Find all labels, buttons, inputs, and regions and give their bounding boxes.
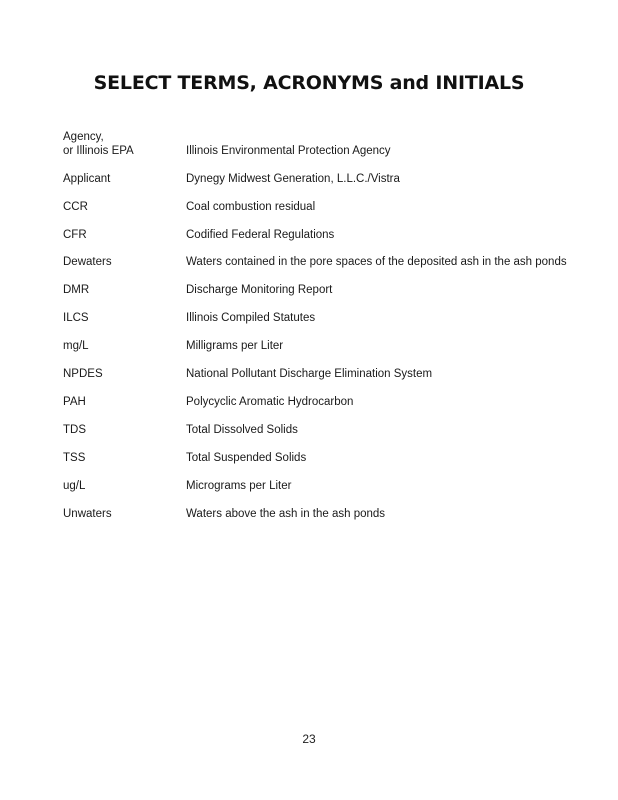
glossary-entry <box>63 130 583 158</box>
glossary-term: mg/L <box>63 340 89 352</box>
glossary-entry <box>63 172 583 186</box>
glossary-definition: Dynegy Midwest Generation, L.L.C./Vistra <box>186 173 400 185</box>
glossary-entry <box>63 423 583 437</box>
glossary-definition: Waters above the ash in the ash ponds <box>186 508 386 520</box>
glossary-entry <box>63 339 583 353</box>
glossary-term: Agency, or Illinois EPA <box>63 131 134 157</box>
glossary-entry <box>63 395 583 409</box>
glossary-term: CFR <box>63 229 87 241</box>
glossary-definition: Coal combustion residual <box>186 201 316 213</box>
glossary-entry <box>63 479 583 493</box>
glossary-term: DMR <box>63 284 90 296</box>
glossary-term: TDS <box>63 424 86 436</box>
glossary-definition: Total Dissolved Solids <box>186 424 298 436</box>
glossary-entry <box>63 367 583 381</box>
glossary-term: Applicant <box>63 173 111 185</box>
glossary-definition: Illinois Compiled Statutes <box>186 312 316 324</box>
glossary-definition: Micrograms per Liter <box>186 480 292 492</box>
glossary-entry <box>63 200 583 214</box>
glossary-entry <box>63 283 583 297</box>
glossary-term: TSS <box>63 452 86 464</box>
glossary-term: NPDES <box>63 368 103 380</box>
glossary-term: Unwaters <box>63 508 112 520</box>
page-title: SELECT TERMS, ACRONYMS and INITIALS <box>93 72 525 94</box>
glossary-definition: Milligrams per Liter <box>186 340 284 352</box>
glossary-entry <box>63 507 583 521</box>
glossary-definition: Codified Federal Regulations <box>186 229 335 241</box>
glossary-definition: Total Suspended Solids <box>186 452 307 464</box>
glossary-term: CCR <box>63 201 88 213</box>
glossary-definition: National Pollutant Discharge Elimination System <box>186 368 433 380</box>
glossary-term: ug/L <box>63 480 86 492</box>
glossary-definition: Discharge Monitoring Report <box>186 284 333 296</box>
glossary-entry <box>63 451 583 465</box>
glossary-term: PAH <box>63 396 86 408</box>
glossary-list <box>63 130 583 521</box>
glossary-term: ILCS <box>63 312 89 324</box>
glossary-entry <box>63 255 583 269</box>
glossary-definition: Illinois Environmental Protection Agency <box>186 145 391 157</box>
glossary-entry <box>63 311 583 325</box>
glossary-definition: Polycyclic Aromatic Hydrocarbon <box>186 396 354 408</box>
page-number: 23 <box>302 732 316 746</box>
glossary-definition: Waters contained in the pore spaces of the deposited ash in the ash ponds <box>186 256 567 268</box>
glossary-term: Dewaters <box>63 256 112 268</box>
glossary-entry <box>63 228 583 242</box>
